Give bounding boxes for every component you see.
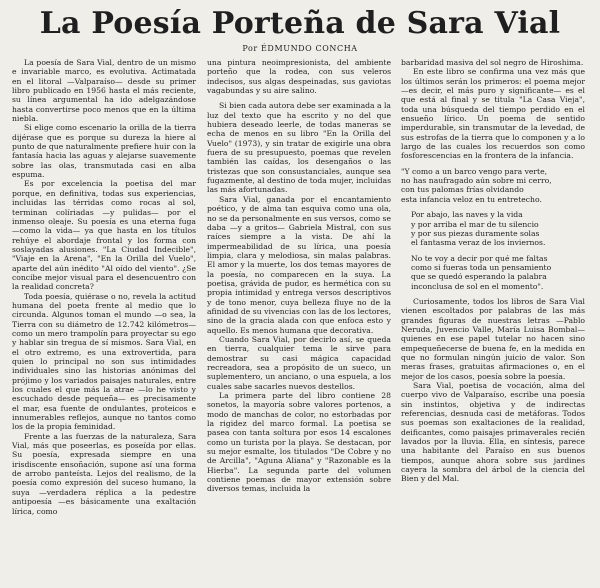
paragraph: Si elige como escenario la orilla de la tierra dijérase que es porque su dureza la hiere al punto de que naturalmente prefiere huir con la fantasía hacia las aguas y alejarse suavemente sobre las olas, transmutada casi en alba espuma. xyxy=(12,123,196,180)
paragraph: Sara Vial, poetisa de vocación, alma del cuerpo vivo de Valparaíso, escribe una poesía sin instintos, objetiva y de indirectas referencias, desnuda casi de metáforas. Todos sus poemas son exaltaciones de la realidad, deificantes, como paisajes primaverales recién lavados por la lluvia. Ella, en síntesis, parece una habitante del Paraíso en sus buenos tiempos, aunque ahora sobre sus jardines cayera la sombra del árbol de la ciencia del Bien y del Mal. xyxy=(401,381,585,484)
paragraph: Si bien cada autora debe ser examinada a la luz del texto que ha escrito y no del que hubiera deseado leerle, de todas maneras se echa de menos en su libro "En la Orilla del Vuelo" (1973), y sin tratar de exigirle una obra fuera de su presupuesto, poemas que revelen también las caídas, los desengaños o las tristezas que son consustanciales, aunque sea fugazmente, al destino de toda mujer, incluidas las más afortunadas. xyxy=(207,101,391,195)
paragraph: barbaridad masiva del sol negro de Hiroshima. xyxy=(401,58,584,67)
paragraph: una pintura neoimpresionista, del ambiente porteño que la rodea, con sus veleros indecisos, sus algas despeinadas, sus gaviotas vagabundas y su aire salino. xyxy=(207,58,391,96)
paragraph: Cuando Sara Vial, por decirlo así, se queda en tierra, cualquier tema le sirve para demostrar su casi mágica capacidad recreadora, sea a propósito de un sueco, un suplementero, un anciano, o una espuela, a los cuales sabe sacarles nuevos destellos. xyxy=(207,334,391,391)
column-2 xyxy=(207,58,391,494)
column-1 xyxy=(12,58,196,516)
poem-stanza: Por abajo, las naves y la vida y por arriba el mar de tu silencio y por sus piezas duramente solas el fantasma veraz de los inviernos. xyxy=(411,210,546,248)
paragraph: Sara Vial, ganada por el encantamiento poético, y de alma tan esquiva como una ola, no se da personalmente en sus versos, como se daba —y a gritos— Gabriela Mistral, con sus raíces siempre a la vista. De ahí la impermeabilidad de su lírica, una poesía limpia, clara y melodiosa, sin malas palabras. El amor y la muerte, los dos temas mayores de la poesía, no comparecen en la suya. La poetisa, grávida de pudor, es hermética con su propia intimidad y entrega versos descriptivos y de tono menor, cuya belleza fluye no de la afinidad de su vivencias con las de los lectores, sino de la gracia alada con que enfoca esto y aquello. Es menos humana que decorativa. xyxy=(207,194,391,335)
paragraph: Es por excelencia la poetisa del mar porque, en definitiva, todas sus experiencias, incluidas las térridas como rocas al sol, terminan colíriadas —y pulidas— por el inmenso oleaje. Su poesía es una eterna fuga —como la vida— ya que hasta en los títulos rehúye el abordaje frontal y los forma con soslayadas alusiones. "La Ciudad Indecible", "Viaje en la Arena", "En la Orilla del Vuelo", aparte del aún inédito "Al oído del viento". ¿Se concibe mejor visual para el desencuentro con la realidad concreta? xyxy=(12,179,196,292)
paragraph: Frente a las fuerzas de la naturaleza, Sara Vial, más que poseerlas, es poseída por ellas. Su poesía, expresada siempre en una irisdiscente ensoñación, supone así una forma de arrobo panteísta. Lejos del realismo, de la poesía como expresión del suceso humano, la suya —verdadera réplica a la pedestre antipoesía —es básicamente una exaltación lírica, como xyxy=(12,431,196,516)
paragraph: Curiosamente, todos los libros de Sara Vial vienen escoltados por palabras de las más grandes figuras de nuestras letras —Pablo Neruda, Juvencio Valle, María Luisa Bombal— quienes en ese papel tutelar no hacen sino empequeñecerse de buena fe, en la medida en que no formulan ningún juicio de valor. Son meras frases, gratuitas afirmaciones o, en el mejor de los casos, poesía sobre la poesía. xyxy=(401,296,585,381)
paragraph: La primera parte del libro contiene 28 sonetos, la mayoría sobre valores portenos, a modo de manchas de color, no estorbadas por la rigidez del marco formal. La poetisa se pasea con tanta soltura por esos 14 escalones como un turista por la playa. Se destacan, por su mejor esmalte, los titulados "De Cobre y no de Arcilla", "Aguna Aliana" y "Razonable es la Hierba". La segunda parte del volumen contiene poemas de mayor extensión sobre diversos temas, incluida la xyxy=(207,391,391,494)
column-3 xyxy=(401,58,585,484)
article-title: La Poesía Porteña de Sara Vial xyxy=(39,6,561,41)
paragraph: La poesía de Sara Vial, dentro de un mismo e invariable marco, es evolutiva. Actimatada en el litoral —Valparaíso— desde su primer libro publicado en 1956 hasta el más reciente, su línea argumental ha ido adelgazándose hasta convertirse poco menos que en la última niebla. xyxy=(12,58,196,124)
poem-stanza: No te voy a decir por qué me faltas como si fueras toda un pensamiento que se quedó esperando la palabra inconclusa de sol en el momento". xyxy=(411,253,552,291)
byline: Por ÉDMUNDO CONCHA xyxy=(242,44,358,53)
paragraph: Toda poesía, quiérase o no, revela la actitud humana del poeta frente al medio que lo circunda. Algunos toman el mundo —o sea, la Tierra con su diámetro de 12.742 kilómetros— como un mero trampolín para proyectar su ego y hablar sin tregua de sí mismos. Sara Vial, en el otro extremo, es una extrovertida, para quien lo principal no son sus intimidades individuales sino las historias anónimas del prójimo y los variados paisajes naturales, entre los cuales el que más la atrae —lo he visto y escuchado desde pequeña— es precisamente el mar, esa fuente de ondulantes, proteicos e innumerables reflejos, aunque no tantos como los de la propia feminidad. xyxy=(12,291,196,432)
poem-stanza: "Y como a un barco vengo para verte, no has naufragado aún sobre mi cerro, con tus palomas frías olvidando esta infancia veloz en tu entretecho. xyxy=(401,166,552,204)
paragraph: En este libro se confirma una vez más que los últimos serán los primeros: el poema mejor —es decir, el más puro y significante— es el que está al final y se titula "La Casa Vieja", toda una búsqueda del tiempo perdido en el ensueño lírico. Un poema de sentido imperdurable, sin transmutar de la levedad, de sus estrofas de la tierra que lo componen y a lo largo de las cuales los recuerdos son como fosforescencias en la frontera de la infancia. xyxy=(401,67,585,161)
